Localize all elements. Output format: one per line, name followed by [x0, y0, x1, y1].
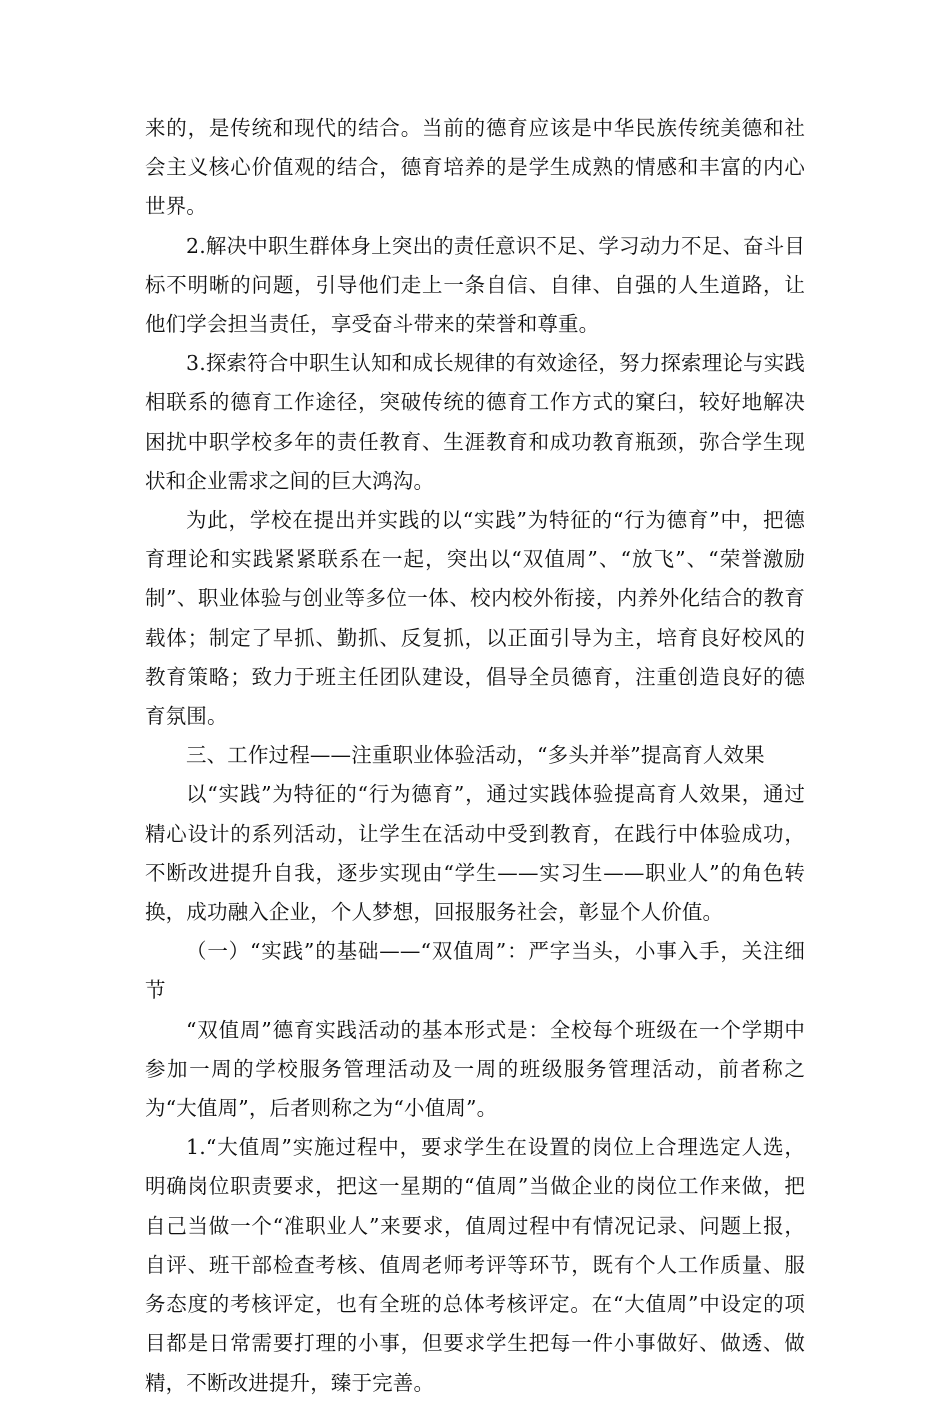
paragraph-big-duty-week: 1.“大值周”实施过程中，要求学生在设置的岗位上合理选定人选，明确岗位职责要求，把这一星期的“值周”当做企业的岗位工作来做，把自己当做一个“准职业人”来要求，值周过程中有情况记录、问题上报，自评、班干部检查考核、值周老师考评等环节，既有个人工作质量、服务态度的考核评定，也有全班的总体考核评定。在“大值周”中设定的项目都是日常需要打理的小事，但要求学生把每一件小事做好、做透、做精，不断改进提升，臻于完善。 — [145, 1135, 805, 1395]
document-body — [145, 109, 805, 1403]
paragraph-continuation: 来的，是传统和现代的结合。当前的德育应该是中华民族传统美德和社会主义核心价值观的结合，德育培养的是学生成熟的情感和丰富的内心世界。 — [145, 116, 805, 219]
paragraph-practice: 以“实践”为特征的“行为德育”，通过实践体验提高育人效果，通过精心设计的系列活动，让学生在活动中受到教育，在践行中体验成功，不断改进提升自我，逐步实现由“学生——实习生——职业人”的角色转换，成功融入企业，个人梦想，回报服务社会，彰显个人价值。 — [145, 782, 805, 925]
paragraph-double-duty-week: “双值周”德育实践活动的基本形式是：全校每个班级在一个学期中参加一周的学校服务管理活动及一周的班级服务管理活动，前者称之为“大值周”，后者则称之为“小值周”。 — [145, 1017, 805, 1121]
paragraph-item-2: 2.解决中职生群体身上突出的责任意识不足、学习动力不足、奋斗目标不明晰的问题，引导他们走上一条自信、自律、自强的人生道路，让他们学会担当责任，享受奋斗带来的荣誉和尊重。 — [145, 233, 805, 337]
paragraph-item-3: 3.探索符合中职生认知和成长规律的有效途径，努力探索理论与实践相联系的德育工作途径，突破传统的德育工作方式的窠臼，较好地解决困扰中职学校多年的责任教育、生涯教育和成功教育瓶颈，弥合学生现状和企业需求之间的巨大鸿沟。 — [145, 351, 805, 493]
paragraph-measures: 为此，学校在提出并实践的以“实践”为特征的“行为德育”中，把德育理论和实践紧紧联系在一起，突出以“双值周”、“放飞”、“荣誉激励制”、职业体验与创业等多位一体、校内校外衔接，内养外化结合的教育载体；制定了早抓、勤抓、反复抓，以正面引导为主，培育良好校风的教育策略；致力于班主任团队建设，倡导全员德育，注重创造良好的德育氛围。 — [145, 508, 805, 729]
subsection-heading-1: （一）“实践”的基础——“双值周”：严字当头，小事入手，关注细节 — [145, 939, 805, 1003]
section-heading-3: 三、工作过程——注重职业体验活动，“多头并举”提高育人效果 — [186, 743, 765, 768]
